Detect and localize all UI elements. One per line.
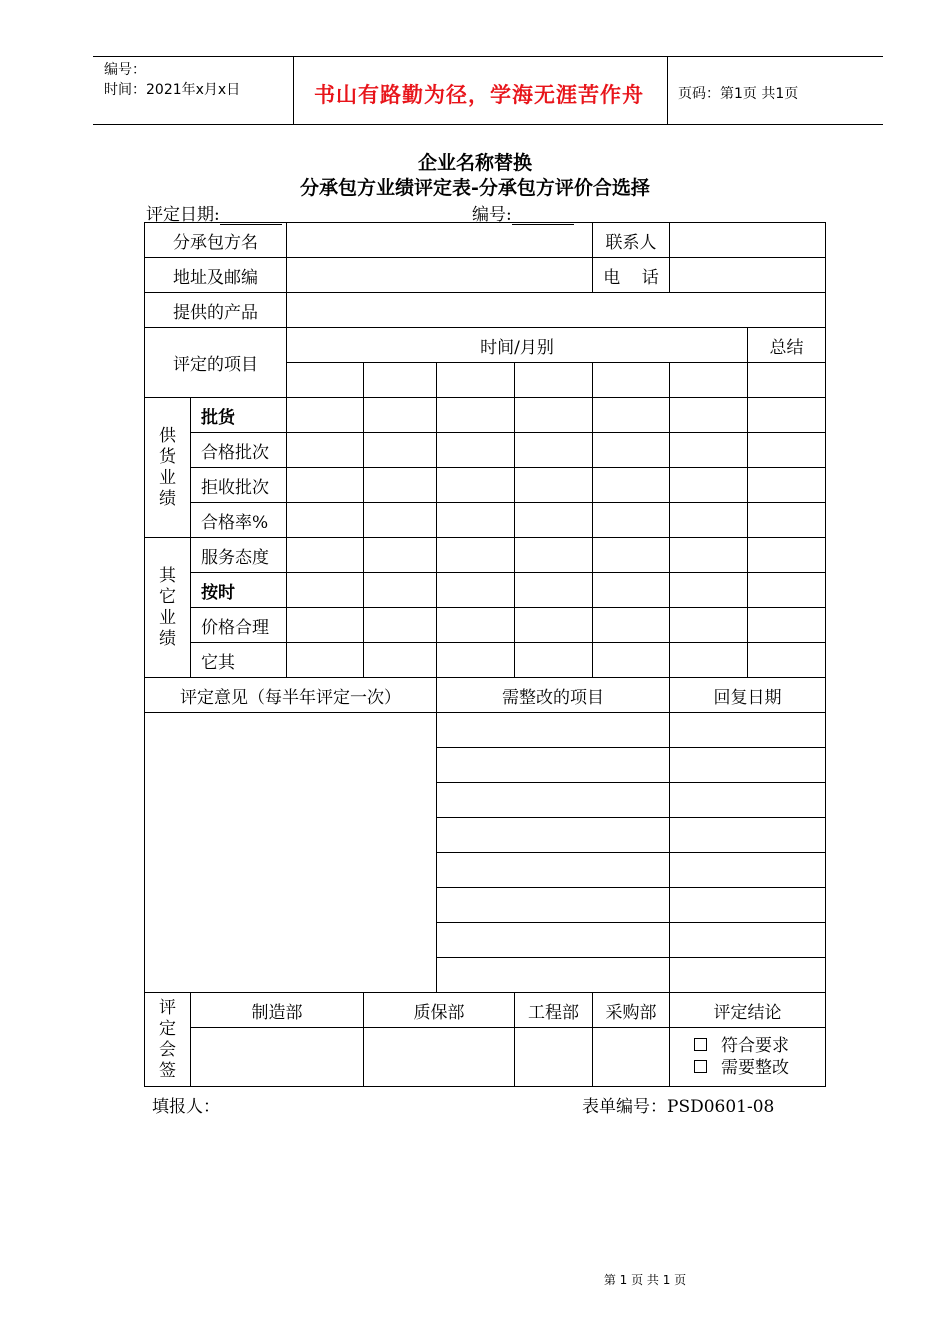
score-cell[interactable] [515,608,593,643]
score-cell[interactable] [437,433,515,468]
score-cell[interactable] [437,643,515,678]
score-cell[interactable] [364,468,437,503]
period-cell[interactable] [593,363,670,398]
score-cell[interactable] [593,538,670,573]
score-cell[interactable] [515,503,593,538]
opinion-input[interactable] [145,713,437,993]
score-cell[interactable] [748,538,826,573]
contact-label: 联系人 [593,223,670,258]
header-motto: 书山有路勤为径，学海无涯苦作舟 [314,82,644,107]
score-cell[interactable] [748,503,826,538]
filler-label: 填报人： [152,1097,220,1117]
rectify-cell[interactable] [437,818,670,853]
supply-item-label: 批货 [191,398,287,433]
other-group-text: 其它业绩 [159,565,176,649]
score-cell[interactable] [287,573,364,608]
supply-item-label: 合格率% [191,503,287,538]
period-cell[interactable] [670,363,748,398]
rectify-cell[interactable] [437,783,670,818]
rectify-cell[interactable] [437,853,670,888]
score-cell[interactable] [287,503,364,538]
score-cell[interactable] [670,608,748,643]
reply-cell[interactable] [670,818,826,853]
form-number-label: 编号: [472,205,512,225]
signoff-group-text: 评定会签 [159,997,176,1081]
rectify-label: 需整改的项目 [437,678,670,713]
table-row [145,433,826,468]
reply-cell[interactable] [670,923,826,958]
score-cell[interactable] [287,398,364,433]
conclusion-options [670,1028,826,1087]
phone-label: 电 话 [593,258,670,293]
score-cell[interactable] [515,573,593,608]
score-cell[interactable] [287,608,364,643]
score-cell[interactable] [748,433,826,468]
score-cell[interactable] [364,643,437,678]
header-time-label: 时间：2021年x月x日 [104,82,241,98]
reply-cell[interactable] [670,713,826,748]
table-row [145,573,826,608]
score-cell[interactable] [593,608,670,643]
period-cell[interactable] [287,363,364,398]
score-cell[interactable] [364,573,437,608]
company-name: 企业名称替换 [417,152,532,174]
other-group-label [145,538,191,678]
score-cell[interactable] [364,538,437,573]
reply-cell[interactable] [670,958,826,993]
rectify-cell[interactable] [437,713,670,748]
score-cell[interactable] [437,538,515,573]
score-cell[interactable] [287,433,364,468]
score-cell[interactable] [593,398,670,433]
table-row [145,643,826,678]
header-divider-1 [293,56,294,125]
period-cell[interactable] [515,363,593,398]
table-row [145,503,826,538]
score-cell[interactable] [670,398,748,433]
period-cell[interactable] [437,363,515,398]
conclusion-option-rectify[interactable] [694,1057,825,1079]
period-cell[interactable] [364,363,437,398]
signature-cell-manufacturing[interactable] [191,1028,364,1087]
score-cell[interactable] [287,643,364,678]
conclusion-option-rectify-label: 需要整改 [721,1058,789,1078]
signature-cell-purchasing[interactable] [593,1028,670,1087]
score-cell[interactable] [437,503,515,538]
supply-item-label: 拒收批次 [191,468,287,503]
other-item-label: 按时 [191,573,287,608]
summary-label: 总结 [748,328,826,363]
score-cell[interactable] [748,643,826,678]
reply-label: 回复日期 [670,678,826,713]
supply-group-label [145,398,191,538]
score-cell[interactable] [748,398,826,433]
table-row [145,468,826,503]
score-cell[interactable] [364,503,437,538]
table-row [145,608,826,643]
score-cell[interactable] [364,608,437,643]
score-cell[interactable] [515,468,593,503]
score-cell[interactable] [593,573,670,608]
rectify-cell[interactable] [437,748,670,783]
score-cell[interactable] [593,468,670,503]
summary-cell[interactable] [748,363,826,398]
table-row [145,538,826,573]
product-input[interactable] [287,293,826,328]
score-cell[interactable] [670,538,748,573]
opinion-label: 评定意见（每半年评定一次） [145,678,437,713]
conclusion-option-pass[interactable] [694,1035,825,1057]
score-cell[interactable] [748,468,826,503]
department-quality: 质保部 [364,993,515,1028]
table-row [145,398,826,433]
rectify-cell[interactable] [437,923,670,958]
product-label: 提供的产品 [145,293,287,328]
subcontractor-label: 分承包方名 [145,223,287,258]
other-item-label: 它其 [191,643,287,678]
header-bottom-rule [93,124,883,125]
score-cell[interactable] [670,573,748,608]
score-cell[interactable] [670,468,748,503]
conclusion-option-pass-label: 符合要求 [721,1036,789,1056]
header-code-label: 编号： [104,62,146,78]
score-cell[interactable] [437,468,515,503]
score-cell[interactable] [593,503,670,538]
score-cell[interactable] [515,433,593,468]
address-label: 地址及邮编 [145,258,287,293]
reply-cell[interactable] [670,783,826,818]
header-top-rule [93,56,883,57]
period-label: 时间/月别 [287,328,748,363]
score-cell[interactable] [287,468,364,503]
form-code-label: 表单编号：PSD0601-08 [582,1097,775,1117]
header-divider-2 [667,56,668,125]
supply-group-text: 供货业绩 [159,425,176,509]
item-label: 评定的项目 [145,328,287,398]
department-purchasing: 采购部 [593,993,670,1028]
supply-item-label: 合格批次 [191,433,287,468]
subcontractor-input[interactable] [287,223,593,258]
other-item-label: 价格合理 [191,608,287,643]
signature-cell-engineering[interactable] [515,1028,593,1087]
score-cell[interactable] [437,608,515,643]
score-cell[interactable] [287,538,364,573]
score-cell[interactable] [515,398,593,433]
score-cell[interactable] [437,398,515,433]
contact-input[interactable] [670,223,826,258]
score-cell[interactable] [515,538,593,573]
other-item-label: 服务态度 [191,538,287,573]
score-cell[interactable] [437,573,515,608]
evaluation-form-table [144,222,826,1087]
reply-cell[interactable] [670,853,826,888]
score-cell[interactable] [364,398,437,433]
reply-cell[interactable] [670,888,826,923]
department-manufacturing: 制造部 [191,993,364,1028]
conclusion-label: 评定结论 [670,993,826,1028]
department-engineering: 工程部 [515,993,593,1028]
table-row [145,713,826,748]
checkbox-icon[interactable] [694,1038,707,1051]
page-number-footer: 第 1 页 共 1 页 [603,1273,687,1287]
score-cell[interactable] [670,643,748,678]
rectify-cell[interactable] [437,958,670,993]
score-cell[interactable] [593,433,670,468]
score-cell[interactable] [364,433,437,468]
score-cell[interactable] [748,573,826,608]
header-page-label: 页码：第1页 共1页 [678,86,799,102]
signoff-group-label [145,993,191,1087]
score-cell[interactable] [515,643,593,678]
score-cell[interactable] [670,433,748,468]
address-input[interactable] [287,258,593,293]
phone-input[interactable] [670,258,826,293]
signature-cell-quality[interactable] [364,1028,515,1087]
rectify-cell[interactable] [437,888,670,923]
score-cell[interactable] [670,503,748,538]
form-title: 分承包方业绩评定表-分承包方评价合选择 [300,177,650,199]
score-cell[interactable] [748,608,826,643]
reply-cell[interactable] [670,748,826,783]
score-cell[interactable] [593,643,670,678]
checkbox-icon[interactable] [694,1060,707,1073]
evaluation-date-label: 评定日期: [146,205,220,225]
